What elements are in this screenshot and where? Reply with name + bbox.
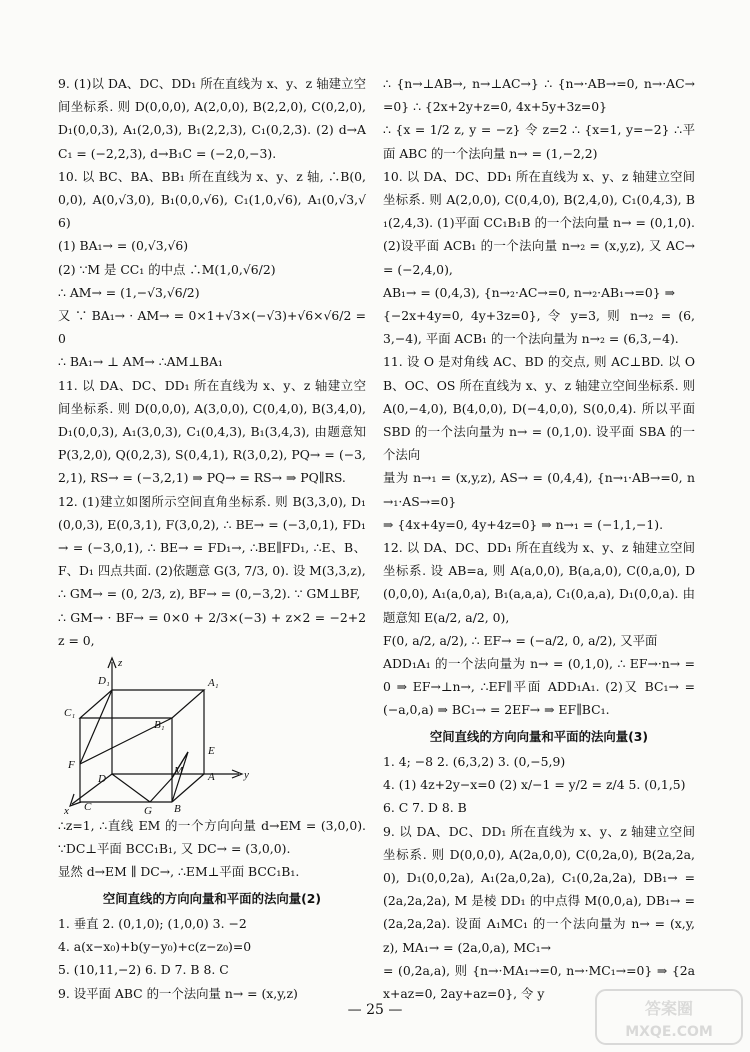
answer-10-normal-vector: {−2x+4y=0, 4y+3z=0}, 令 y=3, 则 n→₂ = (6,3,−4), 平面 ACB₁ 的一个法向量为 n→₂ = (6,3,−4). <box>383 308 695 347</box>
left-column <box>58 72 366 1005</box>
answer-12-normal: ADD₁A₁ 的一个法向量为 n→ = (0,1,0), ∴ EF→·n→ = 0 ⇒ EF→⊥n→, ∴EF∥平面 ADD₁A₁. (2)又 BC₁→ = (−a,0,a) ⇒ BC₁→ = 2EF→ ⇒ EF∥BC₁. <box>383 656 695 718</box>
answer-11-right: 11. 设 O 是对角线 AC、BD 的交点, 则 AC⊥BD. 以 OB、OC、OS 所在直线为 x、y、z 轴建立空间坐标系. 则 A(0,−4,0), B(4,0,0), D(−4,0,0), S(0,0,4). 所以平面 SBD 的一个法向量为 n→ = (0,1,0). 设平面 SBA 的一个法向 <box>383 354 695 463</box>
x-axis-arrow <box>70 794 81 806</box>
section-2-line-1: 1. 垂直 2. (0,1,0); (1,0,0) 3. −2 <box>58 915 247 931</box>
section-3-line-5: = (0,2a,a), 则 {n→·MA₁→=0, n→·MC₁→=0} ⇒ {2ax+az=0, 2ay+az=0}, 令 y <box>383 962 695 1001</box>
label-a1: A₁ <box>208 677 219 690</box>
section-3-line-4: 9. 以 DA、DC、DD₁ 所在直线为 x、y、z 轴建立空间坐标系. 则 D(0,0,0), A(2a,0,0), C(0,2a,0), B(2a,2a,0), D₁(0,0,2a), A₁(2a,0,2a), C₁(0,2a,2a), DB₁→ = (2a,2a,2a), M 是棱 DD₁ 的中点得 M(0,0,a), DB₁→ = (2a,2a,2a). 设面 A₁MC₁ 的一个法向量为 n→ = (x,y,z), MA₁→ = (2a,0,a), MC₁→ <box>383 823 695 955</box>
answer-10-conclusion: ∴ BA₁→ ⊥ AM→ ∴AM⊥BA₁ <box>58 354 223 370</box>
answer-11-normal-n1: 量为 n→₁ = (x,y,z), AS→ = (0,4,4), {n→₁·AB→=0, n→₁·AS→=0} <box>383 470 695 509</box>
watermark-logo <box>594 988 744 1046</box>
answer-10-right: 10. 以 DA、DC、DD₁ 所在直线为 x、y、z 轴建立空间坐标系. 则 A(2,0,0), C(0,4,0), B(2,4,0), C₁(0,4,3), B₁(2,4,3). (1)平面 CC₁B₁B 的一个法向量 n→ = (0,1,0). (2)设平面 ACB₁ 的一个法向量 n→₂ = (x,y,z), 又 AC→ = (−2,4,0), <box>383 168 695 277</box>
label-b1: B₁ <box>154 719 165 732</box>
svg-text:MXQE.COM: MXQE.COM <box>625 1024 713 1040</box>
label-a: A <box>208 771 215 784</box>
page-number: — 25 — <box>347 1002 403 1018</box>
answer-12-conclusion: 显然 d→EM ∥ DC→, ∴EM⊥平面 BCC₁B₁. <box>58 864 300 880</box>
right-column <box>383 72 695 1005</box>
answer-12-ef: F(0, a/2, a/2), ∴ EF→ = (−a/2, 0, a/2), 又平面 <box>383 632 658 648</box>
answer-10-ab1: AB₁→ = (0,4,3), {n→₂·AC→=0, n→₂·AB₁→=0} ⇒ <box>383 284 675 300</box>
line-gm <box>150 778 172 802</box>
section-3-line-3: 6. C 7. D 8. B <box>383 800 467 816</box>
answer-12-gm-bf: ∴ GM→ = (0, 2/3, z), BF→ = (0,−3,2). ∵ GM⊥BF, <box>58 586 361 602</box>
answer-12-right: 12. 以 DA、DC、DD₁ 所在直线为 x、y、z 轴建立空间坐标系. 设 AB=a, 则 A(a,0,0), B(a,a,0), C(0,a,0), D(0,0,0), A₁(a,0,a), B₁(a,a,a), C₁(0,a,a), D₁(0,0,a). 由题意知 E(a/2, a/2, 0), <box>383 540 695 625</box>
label-c: C <box>84 801 92 814</box>
answer-10-part1: (1) BA₁→ = (0,√3,√6) <box>58 238 189 254</box>
label-d1: D₁ <box>98 675 110 688</box>
answer-11: 11. 以 DA、DC、DD₁ 所在直线为 x、y、z 轴建立空间坐标系. 则 D(0,0,0), A(3,0,0), C(0,4,0), B(3,4,0), D₁(0,0,3), A₁(3,0,3), C₁(0,4,3), B₁(3,4,3), 由题意知 P(3,2,0), Q(0,2,3), S(0,4,1), R(3,0,2), PQ→ = (−3,2,1), RS→ = (−3,2,1) ⇒ PQ→ = RS→ ⇒ PQ∥RS. <box>58 377 366 486</box>
section-3-line-2: 4. (1) 4z+2y−x=0 (2) x/−1 = y/2 = z/4 5. (0,1,5) <box>383 777 686 793</box>
section-2-title: 空间直线的方向向量和平面的法向量(2) <box>102 890 322 906</box>
x-axis <box>72 774 112 804</box>
label-c1: C₁ <box>64 707 76 720</box>
label-z: z <box>118 657 123 670</box>
label-g: G <box>144 805 152 815</box>
label-e: E <box>208 745 215 758</box>
label-f: F <box>68 759 75 772</box>
line-dg <box>112 774 150 802</box>
cube-figure <box>64 654 264 814</box>
answer-12-dot-product: ∴ GM→ · BF→ = 0×0 + 2/3×(−3) + z×2 = −2+2z = 0, <box>58 609 366 648</box>
answer-10-part2: (2) ∵M 是 CC₁ 的中点 ∴M(1,0,√6/2) <box>58 261 276 277</box>
answer-9-normal-vector: ∴ {x = 1/2 z, y = −z} 令 z=2 ∴ {x=1, y=−2} ∴平面 ABC 的一个法向量 n→ = (1,−2,2) <box>383 122 695 161</box>
section-2-line-3: 5. (10,11,−2) 6. D 7. B 8. C <box>58 962 229 978</box>
label-m: M <box>174 765 184 778</box>
section-3-title: 空间直线的方向向量和平面的法向量(3) <box>429 728 649 744</box>
answer-11-solve: ⇒ {4x+4y=0, 4y+4z=0} ⇒ n→₁ = (−1,1,−1). <box>383 516 664 532</box>
cube-top-face <box>80 690 204 718</box>
section-2-line-2: 4. a(x−x₀)+b(y−y₀)+c(z−z₀)=0 <box>58 939 252 955</box>
answer-10-dot-product: 又 ∵ BA₁→ · AM→ = 0×1+√3×(−√3)+√6×√6/2 = 0 <box>58 308 366 347</box>
answer-12-direction-vector: ∴z=1, ∴直线 EM 的一个方向向量 d→EM = (3,0,0). ∵DC⊥平面 BCC₁B₁, 又 DC→ = (3,0,0). <box>58 818 366 857</box>
answer-10-am-vector: ∴ AM→ = (1,−√3,√6/2) <box>58 284 200 300</box>
label-y: y <box>244 769 249 782</box>
label-b: B <box>174 803 181 815</box>
label-x: x <box>64 805 69 815</box>
answer-12-part1: 12. (1)建立如图所示空间直角坐标系. 则 B(3,3,0), D₁(0,0,3), E(0,3,1), F(3,0,2), ∴ BE→ = (−3,0,1), FD₁→ = (−3,0,1), ∴ BE→ = FD₁→, ∴BE∥FD₁, ∴E、B、F、D₁ 四点共面. (2)依题意 G(3, 7/3, 0). 设 M(3,3,z), <box>58 493 366 579</box>
section-2-line-4: 9. 设平面 ABC 的一个法向量 n→ = (x,y,z) <box>58 985 298 1001</box>
line-fd1 <box>80 690 112 764</box>
svg-text:答案圈: 答案圈 <box>644 999 694 1018</box>
section-3-line-1: 1. 4; −8 2. (6,3,2) 3. (0,−5,9) <box>383 753 566 769</box>
answer-9-coordinates: 9. (1)以 DA、DC、DD₁ 所在直线为 x、y、z 轴建立空间坐标系. 则 D(0,0,0), A(2,0,0), B(2,2,0), C(0,2,0), D₁(0,0,3), A₁(2,0,3), B₁(2,2,3), C₁(0,2,3). (2) d→AC₁ = (−2,2,3), d→B₁C = (−2,0,−3). <box>58 76 366 161</box>
answer-10-setup: 10. 以 BC、BA、BB₁ 所在直线为 x、y、z 轴, ∴B(0,0,0), A(0,√3,0), B₁(0,0,√6), C₁(1,0,√6), A₁(0,√3,√6) <box>58 168 366 231</box>
label-d: D <box>98 773 106 786</box>
answer-9-system: ∴ {n→⊥AB→, n→⊥AC→} ∴ {n→·AB→=0, n→·AC→=0} ∴ {2x+2y+z=0, 4x+5y+3z=0} <box>383 76 695 115</box>
